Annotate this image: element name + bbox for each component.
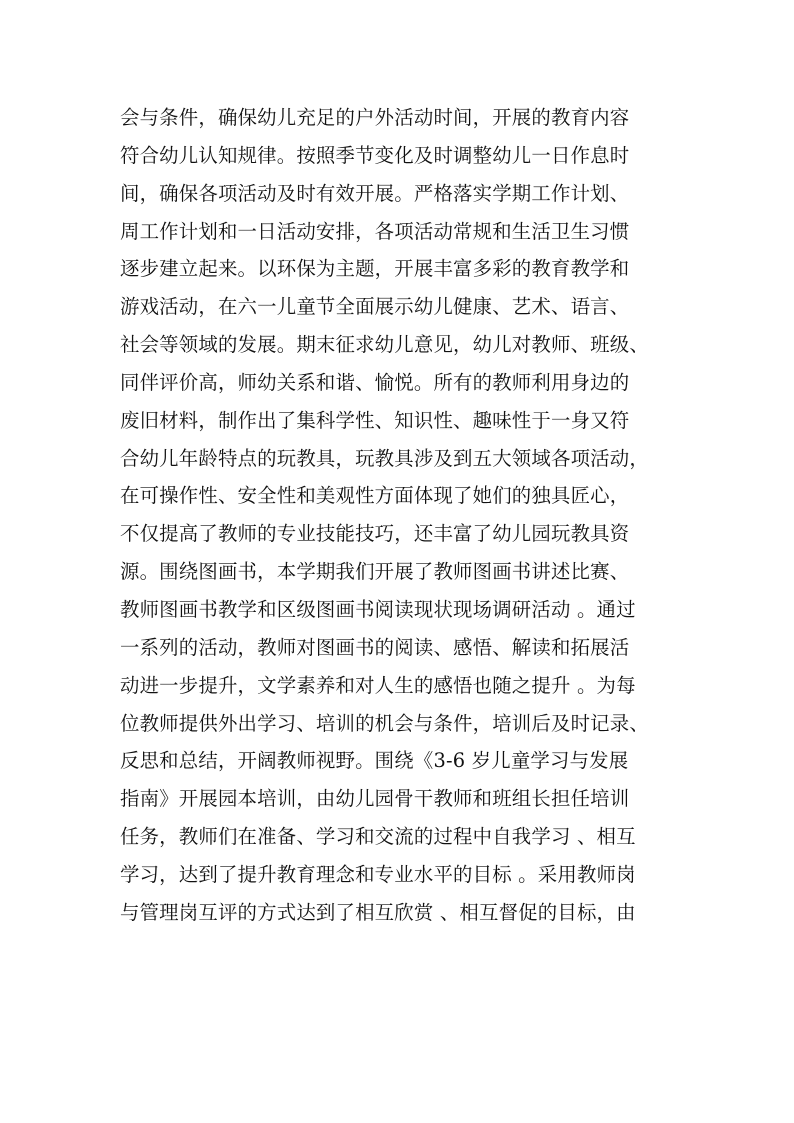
text-line-22: 与管理岗互评的方式达到了相互欣赏 、相互督促的目标，由 — [120, 900, 636, 924]
text-line-5: 逐步建立起来。以环保为主题，开展丰富多彩的教育教学和 — [120, 257, 630, 281]
text-line-1: 会与条件，确保幼儿充足的户外活动时间，开展的教育内容 — [120, 106, 630, 129]
text-line-6: 游戏活动，在六一儿童节全面展示幼儿健康、艺术、语言、 — [120, 295, 630, 319]
text-line-8: 同伴评价高，师幼关系和谐、愉悦。所有的教师利用身边的 — [120, 370, 630, 394]
text-line-17: 位教师提供外出学习、培训的机会与条件，培训后及时记录、 — [120, 711, 649, 735]
text-line-21: 学习，达到了提升教育理念和专业水平的目标 。采用教师岗 — [120, 862, 636, 886]
text-line-16: 动进一步提升，文学素养和对人生的感悟也随之提升 。为每 — [120, 673, 636, 697]
text-line-10: 合幼儿年龄特点的玩教具，玩教具涉及到五大领域各项活动， — [120, 446, 649, 470]
text-line-13: 源。围绕图画书，本学期我们开展了教师图画书讲述比赛、 — [120, 560, 630, 584]
text-line-3: 间，确保各项活动及时有效开展。严格落实学期工作计划、 — [120, 181, 630, 205]
text-line-9: 废旧材料，制作出了集科学性、知识性、趣味性于一身又符 — [120, 408, 630, 432]
text-line-12: 不仅提高了教师的专业技能技巧，还丰富了幼儿园玩教具资 — [120, 522, 630, 546]
text-line-4: 周工作计划和一日活动安排，各项活动常规和生活卫生习惯 — [120, 219, 630, 243]
text-line-7: 社会等领域的发展。期末征求幼儿意见，幼儿对教师、班级、 — [120, 333, 649, 357]
text-line-18: 反思和总结，开阔教师视野。围绕《3-6 岁儿童学习与发展 — [120, 749, 629, 773]
text-line-14: 教师图画书教学和区级图画书阅读现状现场调研活动 。通过 — [120, 597, 636, 621]
text-line-19: 指南》开展园本培训，由幼儿园骨干教师和班组长担任培训 — [120, 787, 630, 811]
text-line-20: 任务，教师们在准备、学习和交流的过程中自我学习 、相互 — [120, 825, 636, 849]
body-text — [120, 99, 680, 932]
text-line-2: 符合幼儿认知规律。按照季节变化及时调整幼儿一日作息时 — [120, 143, 630, 167]
text-line-11: 在可操作性、安全性和美观性方面体现了她们的独具匠心， — [120, 484, 630, 508]
text-line-15: 一系列的活动，教师对图画书的阅读、感悟、解读和拓展活 — [120, 635, 630, 659]
